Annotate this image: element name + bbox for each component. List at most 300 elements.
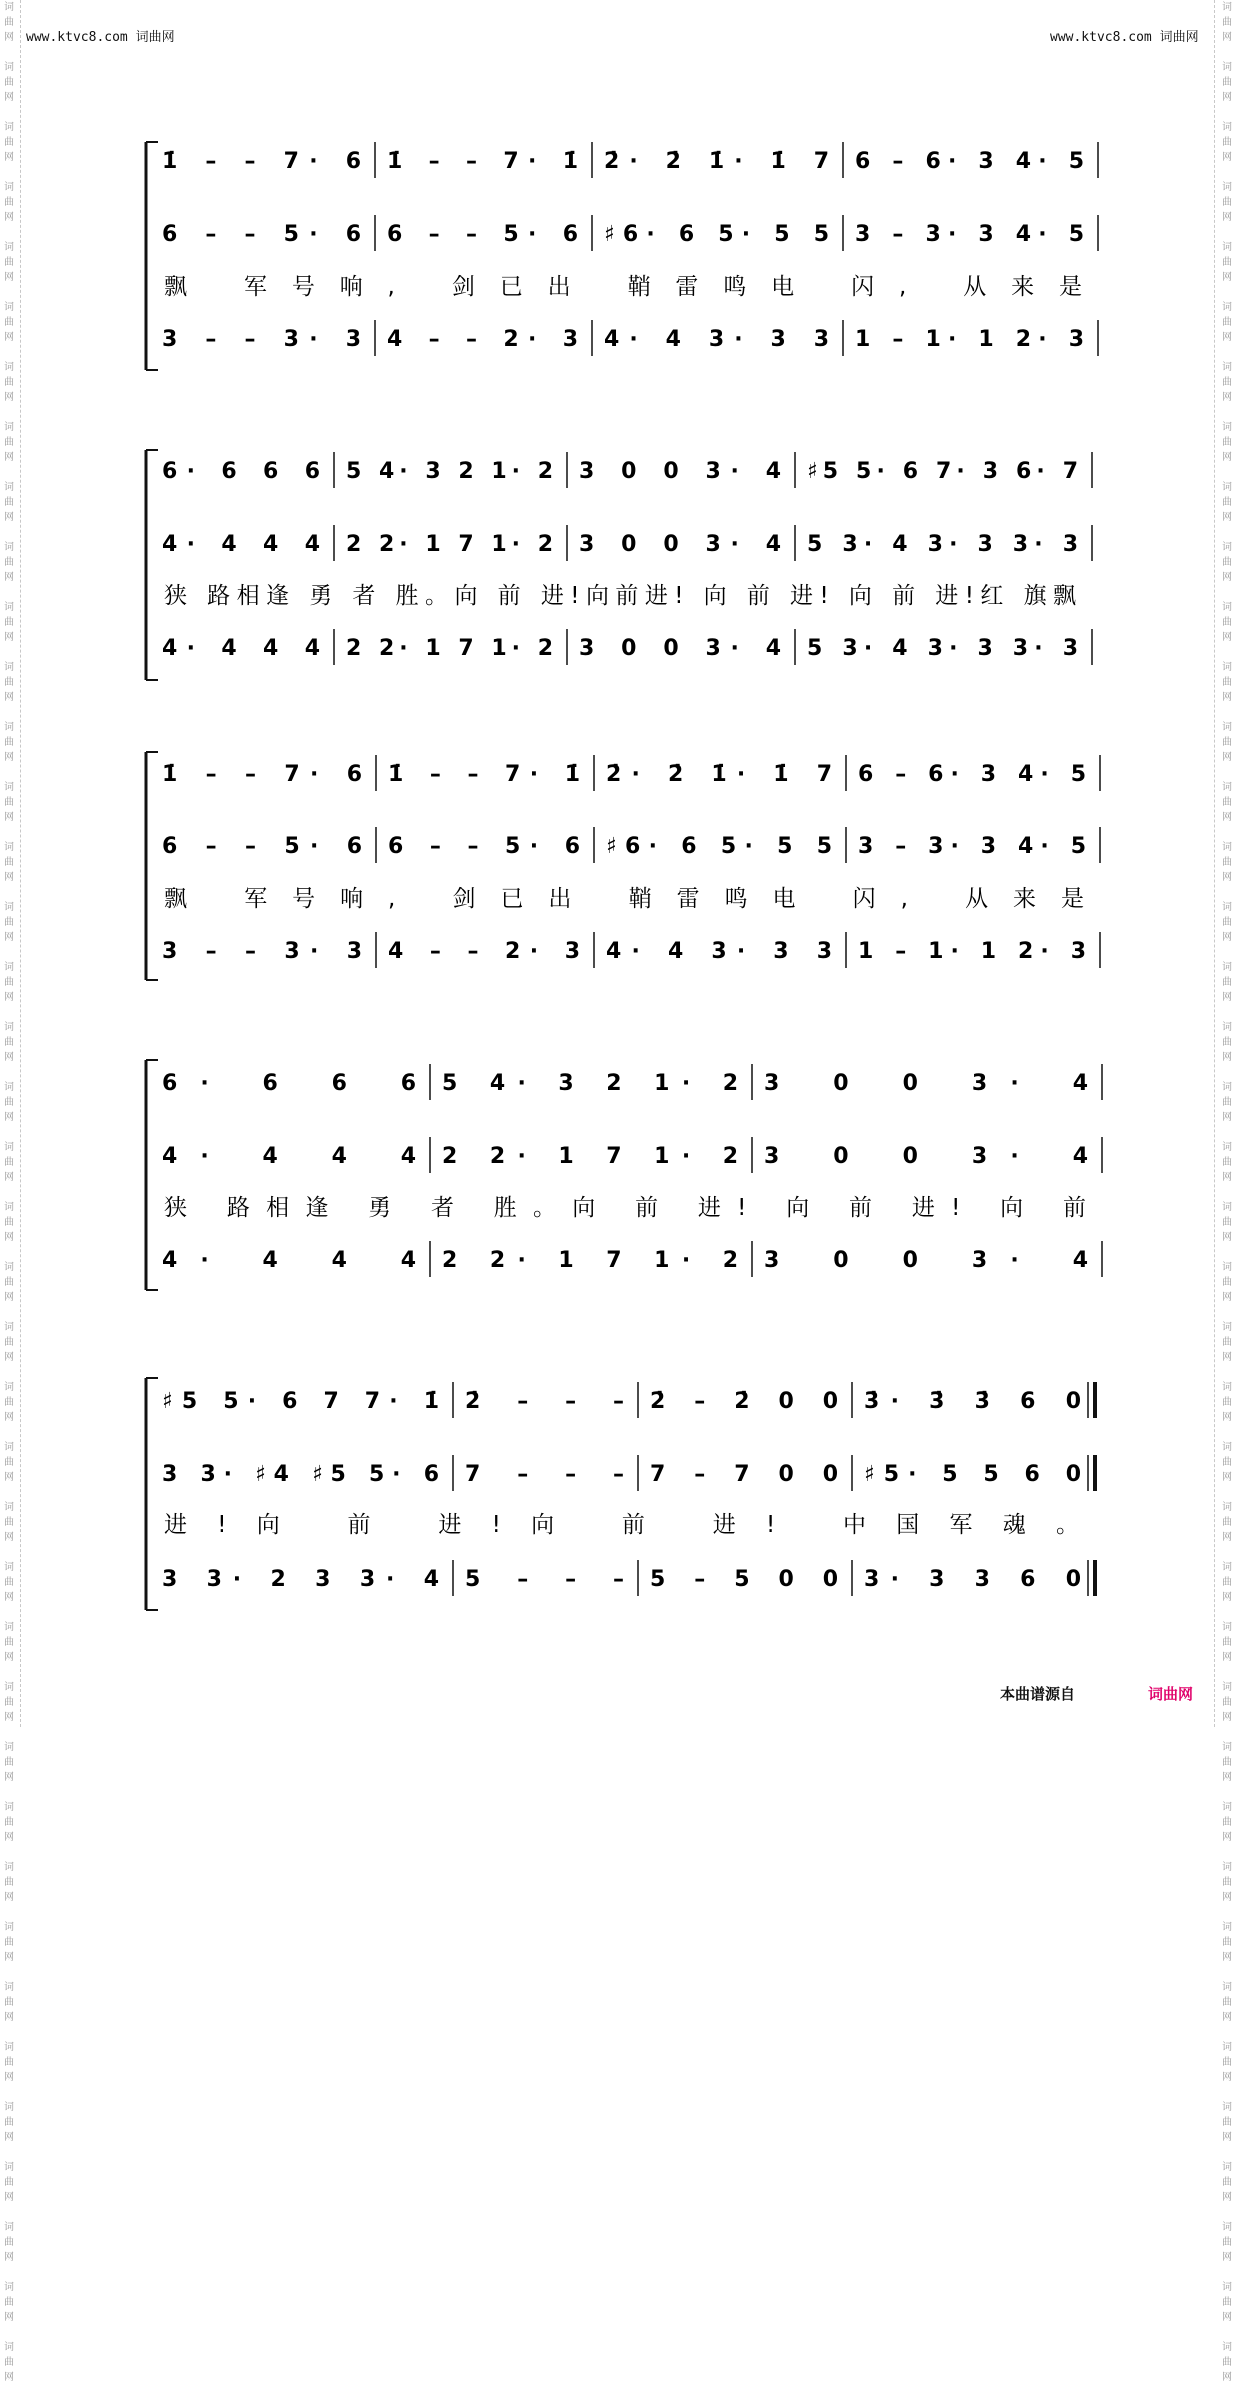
watermark-char: 曲 [1222, 857, 1232, 868]
watermark-char: 曲 [4, 2357, 14, 2368]
watermark-char: 曲 [1222, 1937, 1232, 1948]
measure-notes: ♯6· 6 5· 5 5 [606, 834, 832, 859]
watermark-char: 词 [1222, 1142, 1232, 1153]
watermark-char: 网 [4, 1472, 14, 1483]
measure-notes: 1 – 1· 1 2· 3 [855, 327, 1084, 352]
lyrics-line: 狭 路相逢 勇 者 胜。向 前 进!向前进! 向 前 进! 向 前 进!红 旗飘 [164, 583, 1076, 609]
watermark-char: 网 [1222, 872, 1232, 883]
watermark-char: 曲 [1222, 1037, 1232, 1048]
measure-notes: 2 2· 1 7 1· 2 [346, 532, 553, 557]
measure-notes: 6 – 6· 3 4· 5 [858, 762, 1086, 787]
watermark-char: 曲 [4, 977, 14, 988]
watermark-char: 词 [4, 2042, 14, 2053]
measure-notes: 6 – – 5· 6 [388, 834, 580, 859]
watermark-char: 曲 [1222, 1877, 1232, 1888]
watermark-char: 曲 [4, 677, 14, 688]
watermark-char: 曲 [1222, 917, 1232, 928]
measure-notes: ♯5 5· 6 7 7· 1̇ [162, 1389, 439, 1414]
measure-notes: 4 – – 2· 3 [388, 939, 580, 964]
measure-notes: 3 – 3· 3 4· 5 [858, 834, 1086, 859]
measure-notes: 4· 4 4 4 [162, 1248, 416, 1273]
watermark-char: 网 [4, 272, 14, 283]
watermark-char: 词 [4, 902, 14, 913]
watermark-char: 曲 [4, 1757, 14, 1768]
watermark-char: 词 [4, 182, 14, 193]
watermark-char: 曲 [1222, 137, 1232, 148]
watermark-char: 网 [1222, 212, 1232, 223]
watermark-char: 曲 [1222, 2117, 1232, 2128]
watermark-char: 曲 [1222, 1997, 1232, 2008]
watermark-char: 网 [4, 632, 14, 643]
measure-notes: 3 0 0 3· 4 [764, 1071, 1088, 1096]
measure-notes: 7 – 7 0 0 [650, 1462, 838, 1487]
watermark-char: 词 [4, 1862, 14, 1873]
measure-notes: 3 – – 3· 3 [162, 939, 362, 964]
watermark-char: 曲 [4, 1337, 14, 1348]
watermark-char: 网 [4, 152, 14, 163]
watermark-char: 曲 [1222, 797, 1232, 808]
watermark-char: 网 [4, 512, 14, 523]
watermark-char: 网 [1222, 1052, 1232, 1063]
watermark-char: 网 [4, 812, 14, 823]
watermark-char: 词 [1222, 1442, 1232, 1453]
watermark-char: 词 [1222, 1742, 1232, 1753]
source-label: 本曲谱源自 [1000, 1685, 1076, 1703]
watermark-char: 词 [4, 2342, 14, 2353]
watermark-char: 词 [1222, 2042, 1232, 2053]
watermark-char: 词 [4, 2282, 14, 2293]
watermark-char: 曲 [4, 77, 14, 88]
watermark-char: 词 [4, 1382, 14, 1393]
watermark-char: 网 [1222, 392, 1232, 403]
measure-notes: 3 0 0 3· 4 [579, 636, 781, 661]
watermark-char: 词 [4, 2102, 14, 2113]
watermark-char: 词 [4, 782, 14, 793]
watermark-char: 曲 [4, 1277, 14, 1288]
measure-notes: 2̇ – – – [465, 1389, 624, 1414]
lyrics-line: 进!向 前 进!向 前 进! 中国军魂。 [164, 1512, 1079, 1538]
measure-notes: 6· 6 6 6 [162, 459, 320, 484]
watermark-char: 网 [1222, 2372, 1232, 2383]
lyrics-line: 狭 路相逢 勇 者 胜。向 前 进! 向 前 进! 向 前 [164, 1195, 1086, 1221]
watermark-char: 网 [4, 452, 14, 463]
watermark-char: 词 [1222, 962, 1232, 973]
watermark-char: 词 [1222, 902, 1232, 913]
watermark-char: 曲 [1222, 2237, 1232, 2248]
measure-notes: 1 – 1· 1 2· 3 [858, 939, 1086, 964]
watermark-char: 网 [4, 92, 14, 103]
watermark-char: 词 [4, 1262, 14, 1273]
watermark-char: 词 [4, 1082, 14, 1093]
watermark-char: 网 [4, 2372, 14, 2383]
watermark-char: 网 [4, 1052, 14, 1063]
watermark-char: 曲 [4, 1157, 14, 1168]
watermark-char: 曲 [4, 557, 14, 568]
watermark-char: 词 [1222, 1382, 1232, 1393]
watermark-char: 曲 [1222, 1097, 1232, 1108]
measure-notes: 3 – 3· 3 4· 5 [855, 222, 1084, 247]
watermark-char: 网 [1222, 2192, 1232, 2203]
watermark-char: 词 [1222, 362, 1232, 373]
watermark-char: 网 [4, 752, 14, 763]
lyrics-line: 飘 军号响, 剑已出 鞘雷鸣电 闪, 从来是 [164, 274, 1082, 300]
watermark-char: 词 [4, 62, 14, 73]
measure-notes: 5 4· 3 2 1· 2 [346, 459, 553, 484]
watermark-char: 曲 [4, 1637, 14, 1648]
watermark-char: 词 [4, 602, 14, 613]
watermark-char: 网 [4, 1172, 14, 1183]
watermark-char: 网 [1222, 1832, 1232, 1843]
watermark-char: 曲 [4, 1397, 14, 1408]
watermark-char: 词 [4, 422, 14, 433]
measure-notes: 3 – – 3· 3 [162, 327, 361, 352]
watermark-char: 词 [1222, 1802, 1232, 1813]
watermark-char: 曲 [4, 857, 14, 868]
watermark-char: 曲 [1222, 437, 1232, 448]
watermark-char: 曲 [4, 617, 14, 628]
watermark-char: 词 [1222, 782, 1232, 793]
measure-notes: 2̇ – 2̇ 0 0 [650, 1389, 838, 1414]
watermark-char: 词 [1222, 2282, 1232, 2293]
watermark-char: 网 [1222, 572, 1232, 583]
watermark-char: 网 [4, 572, 14, 583]
watermark-char: 曲 [4, 437, 14, 448]
watermark-char: 网 [4, 32, 14, 43]
watermark-char: 曲 [4, 1817, 14, 1828]
watermark-char: 词 [4, 482, 14, 493]
header-right: www.ktvc8.com 词曲网 [1050, 30, 1199, 45]
watermark-char: 词 [4, 1982, 14, 1993]
watermark-char: 曲 [4, 1577, 14, 1588]
watermark-char: 网 [4, 332, 14, 343]
watermark-char: 词 [1222, 302, 1232, 313]
watermark-char: 曲 [4, 197, 14, 208]
watermark-char: 曲 [1222, 977, 1232, 988]
watermark-char: 网 [1222, 512, 1232, 523]
watermark-char: 词 [1222, 602, 1232, 613]
watermark-char: 曲 [1222, 1517, 1232, 1528]
watermark-char: 词 [4, 1142, 14, 1153]
measure-notes: 6 – 6· 3 4· 5 [855, 149, 1084, 174]
watermark-char: 词 [1222, 1502, 1232, 1513]
measure-notes: 6· 6 6 6 [162, 1071, 416, 1096]
watermark-char: 网 [1222, 1112, 1232, 1123]
watermark-char: 网 [1222, 452, 1232, 463]
watermark-char: 词 [1222, 2342, 1232, 2353]
measure-notes: 5 3· 4 3· 3 3· 3 [807, 532, 1078, 557]
watermark-char: 词 [1222, 1982, 1232, 1993]
watermark-char: 网 [1222, 1652, 1232, 1663]
watermark-char: 曲 [1222, 257, 1232, 268]
watermark-char: 曲 [4, 317, 14, 328]
measure-notes: 2 2· 1 7 1· 2 [442, 1144, 738, 1169]
watermark-char: 曲 [1222, 1577, 1232, 1588]
watermark-char: 词 [1222, 1022, 1232, 1033]
watermark-char: 词 [4, 2222, 14, 2233]
watermark-char: 词 [1222, 1562, 1232, 1573]
watermark-char: 网 [1222, 992, 1232, 1003]
measure-notes: ♯5· 5 5 6 0 [864, 1462, 1081, 1487]
watermark-char: 曲 [4, 2237, 14, 2248]
watermark-char: 网 [4, 872, 14, 883]
watermark-char: 词 [4, 722, 14, 733]
watermark-char: 曲 [1222, 737, 1232, 748]
watermark-char: 曲 [4, 1217, 14, 1228]
watermark-char: 曲 [1222, 1217, 1232, 1228]
watermark-char: 曲 [1222, 2297, 1232, 2308]
measure-notes: 2̇· 2̇ 1̇· 1̇ 7 [604, 149, 829, 174]
watermark-char: 网 [1222, 1952, 1232, 1963]
watermark-char: 曲 [4, 737, 14, 748]
watermark-char: 词 [1222, 542, 1232, 553]
watermark-char: 词 [4, 542, 14, 553]
watermark-char: 曲 [4, 2057, 14, 2068]
watermark-char: 词 [4, 2, 14, 13]
watermark-char: 网 [1222, 632, 1232, 643]
watermark-char: 曲 [4, 1697, 14, 1708]
watermark-char: 词 [4, 1682, 14, 1693]
watermark-char: 网 [4, 692, 14, 703]
watermark-char: 曲 [4, 257, 14, 268]
measure-notes: 4· 4 4 4 [162, 1144, 416, 1169]
watermark-char: 网 [4, 1232, 14, 1243]
watermark-char: 网 [4, 2012, 14, 2023]
watermark-char: 词 [1222, 1322, 1232, 1333]
watermark-char: 曲 [1222, 1637, 1232, 1648]
watermark-char: 曲 [4, 1097, 14, 1108]
watermark-char: 词 [1222, 722, 1232, 733]
watermark-char: 词 [1222, 1262, 1232, 1273]
watermark-char: 词 [1222, 1922, 1232, 1933]
watermark-char: 词 [4, 962, 14, 973]
watermark-char: 词 [4, 1622, 14, 1633]
watermark-char: 曲 [1222, 2057, 1232, 2068]
measure-notes: 5 – – – [465, 1567, 624, 1592]
watermark-char: 网 [4, 1652, 14, 1663]
watermark-char: 网 [4, 1292, 14, 1303]
watermark-char: 网 [1222, 92, 1232, 103]
watermark-char: 曲 [1222, 17, 1232, 28]
watermark-char: 曲 [4, 497, 14, 508]
watermark-char: 网 [4, 1592, 14, 1603]
watermark-char: 曲 [4, 1517, 14, 1528]
measure-notes: 4· 4 3· 3 3 [604, 327, 829, 352]
watermark-char: 网 [1222, 1172, 1232, 1183]
watermark-char: 词 [4, 362, 14, 373]
measure-notes: 2 2· 1 7 1· 2 [346, 636, 553, 661]
watermark-char: 词 [1222, 842, 1232, 853]
watermark-char: 词 [4, 1562, 14, 1573]
measure-notes: 4· 4 4 4 [162, 636, 320, 661]
watermark-char: 网 [1222, 1232, 1232, 1243]
watermark-char: 网 [1222, 692, 1232, 703]
lyrics-line: 飘 军号响, 剑已出 鞘雷鸣电 闪, 从来是 [164, 886, 1084, 912]
watermark-char: 网 [1222, 2012, 1232, 2023]
measure-notes: 5 4· 3 2 1· 2 [442, 1071, 738, 1096]
watermark-char: 网 [1222, 152, 1232, 163]
watermark-char: 网 [1222, 1292, 1232, 1303]
watermark-char: 词 [1222, 1622, 1232, 1633]
measure-notes: 6 – – 5· 6 [162, 222, 361, 247]
watermark-char: 词 [4, 1202, 14, 1213]
watermark-char: 曲 [1222, 1337, 1232, 1348]
watermark-char: 曲 [4, 2117, 14, 2128]
measure-notes: 4 – – 2· 3 [387, 327, 578, 352]
watermark-char: 曲 [1222, 1457, 1232, 1468]
watermark-char: 词 [4, 662, 14, 673]
watermark-char: 曲 [1222, 497, 1232, 508]
watermark-char: 词 [4, 1922, 14, 1933]
watermark-char: 词 [1222, 482, 1232, 493]
measure-notes: 3 0 0 3· 4 [579, 459, 781, 484]
watermark-char: 网 [1222, 2312, 1232, 2323]
watermark-char: 网 [4, 2252, 14, 2263]
watermark-char: 词 [1222, 2222, 1232, 2233]
watermark-char: 词 [1222, 1682, 1232, 1693]
watermark-char: 曲 [4, 1037, 14, 1048]
watermark-char: 网 [1222, 932, 1232, 943]
watermark-char: 网 [4, 1412, 14, 1423]
measure-notes: 3 0 0 3· 4 [764, 1144, 1088, 1169]
watermark-char: 网 [4, 992, 14, 1003]
watermark-char: 网 [4, 1112, 14, 1123]
source-site-name: 词曲网 [1148, 1685, 1194, 1703]
watermark-char: 网 [4, 2312, 14, 2323]
measure-notes: 3 3· 2 3 3· 4 [162, 1567, 439, 1592]
watermark-char: 曲 [4, 797, 14, 808]
watermark-char: 词 [1222, 2, 1232, 13]
watermark-char: 曲 [4, 917, 14, 928]
watermark-char: 网 [1222, 1772, 1232, 1783]
watermark-char: 曲 [4, 1997, 14, 2008]
watermark-char: 词 [4, 1322, 14, 1333]
watermark-char: 曲 [4, 2177, 14, 2188]
watermark-char: 曲 [1222, 677, 1232, 688]
watermark-char: 词 [1222, 422, 1232, 433]
watermark-char: 词 [4, 1442, 14, 1453]
watermark-char: 网 [1222, 1712, 1232, 1723]
measure-notes: ♯5 5· 6 7· 3 6· 7 [807, 459, 1078, 484]
measure-notes: 1̇ – – 7· 6 [162, 149, 361, 174]
watermark-char: 网 [1222, 1472, 1232, 1483]
measure-notes: 7 – – – [465, 1462, 624, 1487]
watermark-char: 曲 [1222, 317, 1232, 328]
watermark-char: 曲 [4, 1457, 14, 1468]
watermark-char: 网 [4, 212, 14, 223]
measure-notes: 3 3· ♯4 ♯5 5· 6 [162, 1462, 439, 1487]
watermark-char: 网 [1222, 1532, 1232, 1543]
measure-notes: 4· 4 4 4 [162, 532, 320, 557]
watermark-char: 曲 [1222, 197, 1232, 208]
watermark-char: 曲 [1222, 2357, 1232, 2368]
watermark-char: 网 [4, 1832, 14, 1843]
measure-notes: 5 – 5 0 0 [650, 1567, 838, 1592]
watermark-char: 网 [1222, 32, 1232, 43]
watermark-char: 词 [1222, 1862, 1232, 1873]
watermark-char: 网 [4, 1532, 14, 1543]
watermark-char: 曲 [4, 1877, 14, 1888]
watermark-char: 曲 [1222, 1157, 1232, 1168]
watermark-char: 词 [4, 242, 14, 253]
measure-notes: 1̇ – – 7· 6 [162, 762, 362, 787]
watermark-char: 曲 [1222, 1757, 1232, 1768]
watermark-char: 曲 [1222, 1397, 1232, 1408]
watermark-char: 词 [4, 1742, 14, 1753]
measure-notes: 3̇· 3̇ 3̇ 6 0 [864, 1389, 1081, 1414]
watermark-char: 词 [1222, 182, 1232, 193]
watermark-char: 网 [4, 1892, 14, 1903]
watermark-char: 词 [4, 1802, 14, 1813]
watermark-char: 词 [4, 2162, 14, 2173]
watermark-char: 曲 [4, 17, 14, 28]
measure-notes: 2̇· 2̇ 1̇· 1̇ 7 [606, 762, 832, 787]
watermark-char: 曲 [1222, 557, 1232, 568]
watermark-char: 曲 [4, 2297, 14, 2308]
watermark-char: 曲 [1222, 1277, 1232, 1288]
watermark-char: 词 [4, 122, 14, 133]
watermark-char: 网 [1222, 2252, 1232, 2263]
measure-notes: 4· 4 3· 3 3 [606, 939, 832, 964]
watermark-char: 网 [4, 1772, 14, 1783]
watermark-char: 词 [4, 302, 14, 313]
measure-notes: 6 – – 5· 6 [387, 222, 578, 247]
watermark-char: 词 [1222, 1082, 1232, 1093]
watermark-char: 网 [1222, 332, 1232, 343]
watermark-char: 网 [1222, 752, 1232, 763]
watermark-char: 网 [4, 1352, 14, 1363]
watermark-char: 曲 [4, 377, 14, 388]
watermark-char: 网 [1222, 1892, 1232, 1903]
watermark-char: 曲 [1222, 617, 1232, 628]
watermark-char: 网 [4, 932, 14, 943]
measure-notes: ♯6· 6 5· 5 5 [604, 222, 829, 247]
watermark-char: 网 [4, 2132, 14, 2143]
watermark-char: 曲 [4, 137, 14, 148]
watermark-char: 网 [1222, 1592, 1232, 1603]
watermark-char: 词 [1222, 1202, 1232, 1213]
watermark-char: 网 [1222, 272, 1232, 283]
header-left: www.ktvc8.com 词曲网 [26, 30, 175, 45]
watermark-char: 曲 [1222, 77, 1232, 88]
watermark-char: 网 [4, 2072, 14, 2083]
watermark-char: 网 [1222, 1352, 1232, 1363]
measure-notes: 3· 3 3 6 0 [864, 1567, 1081, 1592]
watermark-char: 曲 [1222, 1697, 1232, 1708]
measure-notes: 3 0 0 3· 4 [579, 532, 781, 557]
watermark-char: 曲 [1222, 377, 1232, 388]
watermark-char: 网 [4, 392, 14, 403]
watermark-char: 词 [1222, 242, 1232, 253]
watermark-char: 曲 [1222, 2177, 1232, 2188]
watermark-char: 网 [4, 2192, 14, 2203]
watermark-char: 网 [1222, 2072, 1232, 2083]
watermark-char: 词 [4, 842, 14, 853]
measure-notes: 6 – – 5· 6 [162, 834, 362, 859]
watermark-char: 曲 [1222, 1817, 1232, 1828]
watermark-char: 词 [1222, 122, 1232, 133]
watermark-char: 词 [1222, 62, 1232, 73]
measure-notes: 5 3· 4 3· 3 3· 3 [807, 636, 1078, 661]
watermark-char: 网 [1222, 812, 1232, 823]
watermark-char: 网 [1222, 2132, 1232, 2143]
watermark-char: 网 [1222, 1412, 1232, 1423]
watermark-char: 网 [4, 1712, 14, 1723]
measure-notes: 2 2· 1 7 1· 2 [442, 1248, 738, 1273]
watermark-char: 词 [4, 1502, 14, 1513]
measure-notes: 1̇ – – 7· 1̇ [388, 762, 580, 787]
watermark-char: 网 [4, 1952, 14, 1963]
watermark-char: 词 [1222, 662, 1232, 673]
